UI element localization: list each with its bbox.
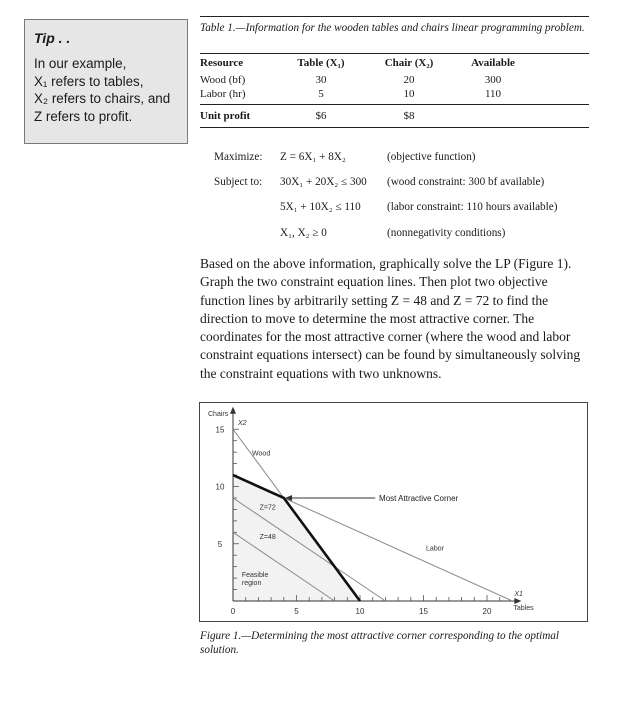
table-cell: 110 (484, 88, 502, 100)
objective-note: (objective function) (387, 151, 476, 163)
y-tick-label: 10 (215, 482, 225, 492)
table-cell: Wood (bf) (200, 74, 246, 86)
wood-constraint: 30X₁ + 20X₂ ≤ 300 (280, 176, 367, 188)
y-tick-label: 15 (215, 425, 225, 435)
figure-frame (199, 402, 588, 622)
table-cell: 10 (403, 88, 415, 100)
x-axis-arrow (514, 598, 521, 604)
table-cell: $6 (315, 110, 327, 122)
table-top-rule (200, 16, 589, 17)
z72-label: Z=72 (259, 504, 276, 512)
tip-title: Tip . . (34, 30, 71, 46)
labor-constraint: 5X₁ + 10X₂ ≤ 110 (280, 201, 361, 213)
feasible-label: region (241, 579, 262, 587)
x-axis-symbol: X1 (514, 591, 523, 598)
wood-line-label: Wood (252, 450, 271, 458)
y-axis-title: Chairs (208, 411, 229, 418)
objective-equation: Z = 6X₁ + 8X₂ (280, 151, 346, 163)
x-tick-label: 0 (230, 607, 236, 616)
table-cell: Labor (hr) (200, 88, 246, 100)
table-profit-rule (200, 104, 589, 105)
nonnegativity-note: (nonnegativity conditions) (387, 227, 506, 239)
table-header-table: Table (X₁) (297, 57, 345, 69)
feasible-label: Feasible (241, 571, 269, 579)
table-header-available: Available (471, 57, 515, 69)
table-profit-label: Unit profit (200, 110, 251, 122)
body-paragraph: Based on the above information, graphically solve the LP (Figure 1). Graph the two constraint equation lines. Then plot two objective function lines by arbitrarily setting Z = 48 and Z = 72 to find the direction to move to determine the most attractive corner. The coordinates for the most attractive corner (where the wood and labor constraint equations intersect) can be found by simultaneously solving the constraint equations with two unknowns. (200, 256, 581, 381)
tip-line: Z refers to profit. (34, 108, 133, 124)
tip-line: X₂ refers to chairs, and (34, 91, 171, 106)
subject-to-label: Subject to: (214, 176, 263, 188)
table-header-chair: Chair (X₂) (384, 57, 434, 69)
tip-line: In our example, (34, 56, 127, 71)
table-cell: 30 (315, 74, 327, 86)
labor-constraint-note: (labor constraint: 110 hours available) (387, 201, 558, 213)
x-tick-label: 20 (482, 607, 492, 616)
corner-label: Most Attractive Corner (379, 493, 459, 503)
z48-label: Z=48 (259, 534, 276, 542)
nonnegativity-constraint: X₁, X₂ ≥ 0 (280, 227, 327, 239)
y-tick-label: 5 (217, 539, 223, 549)
table-header-resource: Resource (200, 57, 244, 69)
figure-caption: Figure 1.—Determining the most attractive corner corresponding to the optimal solution. (200, 630, 559, 656)
labor-line-label: Labor (426, 545, 444, 553)
x-tick-label: 15 (419, 607, 428, 616)
x-tick-label: 5 (294, 607, 299, 616)
table-cell: 5 (318, 88, 324, 100)
y-axis-arrow (230, 407, 236, 414)
table-cell: 20 (403, 74, 415, 86)
table-header-rule (200, 53, 589, 54)
table-cell: 300 (484, 74, 502, 86)
lp-graph (200, 403, 587, 621)
table-bottom-rule (200, 127, 589, 128)
table-cell: $8 (403, 110, 415, 122)
x-tick-label: 10 (355, 607, 365, 616)
x-axis-title: Tables (513, 605, 534, 612)
table-caption: Table 1.—Information for the wooden tables and chairs linear programming problem. (200, 22, 585, 34)
tip-line: X₁ refers to tables, (34, 73, 144, 89)
tip-box (24, 19, 188, 144)
y-axis-symbol: X2 (238, 420, 247, 427)
wood-constraint-note: (wood constraint: 300 bf available) (387, 176, 545, 188)
maximize-label: Maximize: (214, 151, 263, 163)
